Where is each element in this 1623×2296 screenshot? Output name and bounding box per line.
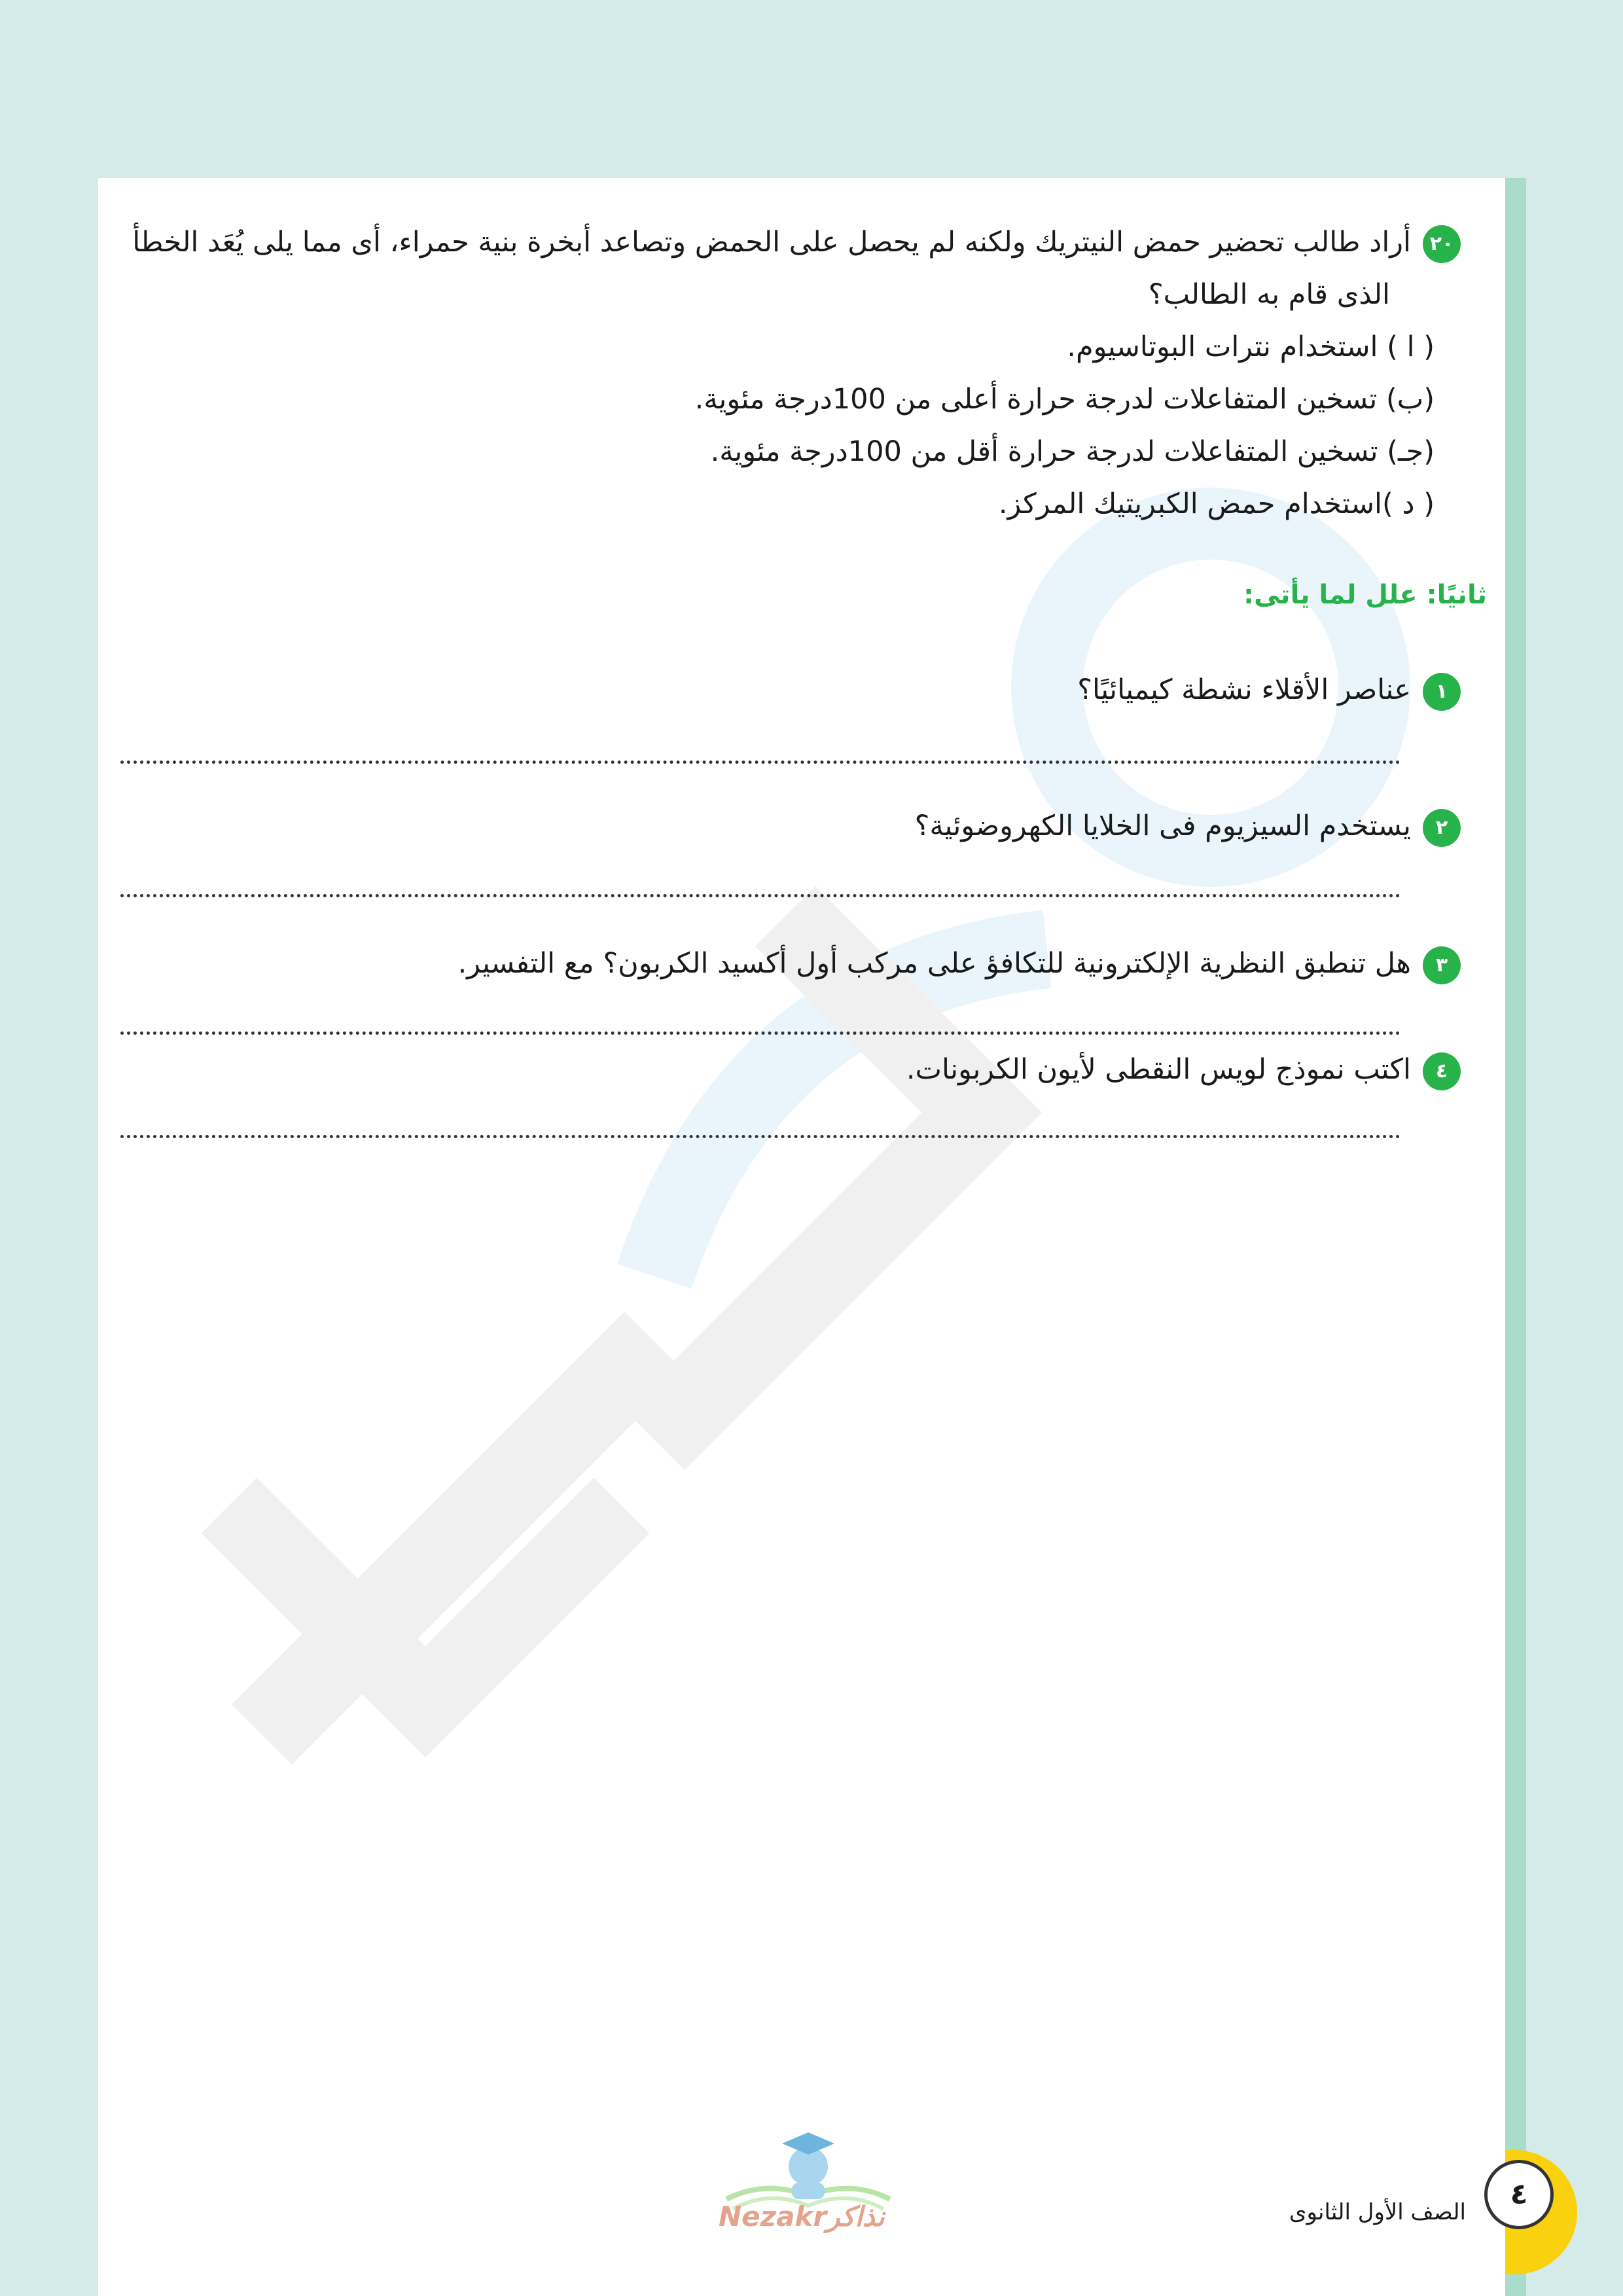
answer-line <box>120 1031 1400 1035</box>
item-text: عناصر الأقلاء نشطة كيميائيًا؟ <box>1077 673 1411 706</box>
answer-line <box>120 894 1400 897</box>
item-4 <box>906 1049 1461 1090</box>
item-1 <box>1077 669 1461 711</box>
item-2 <box>915 805 1461 847</box>
option-b: (ب) تسخين المتفاعلات لدرجة حرارة أعلى من 100درجة مئوية. <box>694 383 1435 416</box>
grade-label: الصف الأول الثانوى <box>1289 2199 1466 2225</box>
item-number-badge: ١ <box>1423 673 1461 711</box>
answer-line <box>120 761 1400 764</box>
item-3 <box>458 942 1461 984</box>
side-strip <box>1505 178 1526 2296</box>
item-text: اكتب نموذج لويس النقطى لأيون الكربونات. <box>906 1053 1411 1086</box>
logo-text: Nezakrنذاكر <box>719 2200 885 2233</box>
answer-line <box>120 1135 1400 1138</box>
section-title: ثانيًا: علل لما يأتى: <box>1243 580 1487 610</box>
item-text: يستخدم السيزيوم فى الخلايا الكهروضوئية؟ <box>914 810 1411 842</box>
item-number-badge: ٢ <box>1423 809 1461 847</box>
page-number: ٤ <box>1484 2160 1554 2229</box>
question-20-line2: الذى قام به الطالب؟ <box>1148 278 1390 311</box>
item-text: هل تنطبق النظرية الإلكترونية للتكافؤ على مركب أول أكسيد الكربون؟ مع التفسير. <box>457 947 1411 980</box>
question-20-text: أراد طالب تحضير حمض النيتريك ولكنه لم يحصل على الحمض وتصاعد أبخرة بنية حمراء، أى مما يلى يُعَد الخطأ <box>132 226 1411 259</box>
question-20 <box>99 216 1461 530</box>
option-c: (جـ) تسخين المتفاعلات لدرجة حرارة أقل من 100درجة مئوية. <box>710 435 1435 468</box>
option-a: ( ا ) استخدام نترات البوتاسيوم. <box>1067 331 1435 363</box>
option-d: ( د )استخدام حمض الكبريتيك المركز. <box>998 488 1435 520</box>
question-20-line1 <box>99 216 1461 268</box>
item-number-badge: ٤ <box>1423 1052 1461 1090</box>
question-number-badge: ٢٠ <box>1423 225 1461 263</box>
item-number-badge: ٣ <box>1423 946 1461 984</box>
